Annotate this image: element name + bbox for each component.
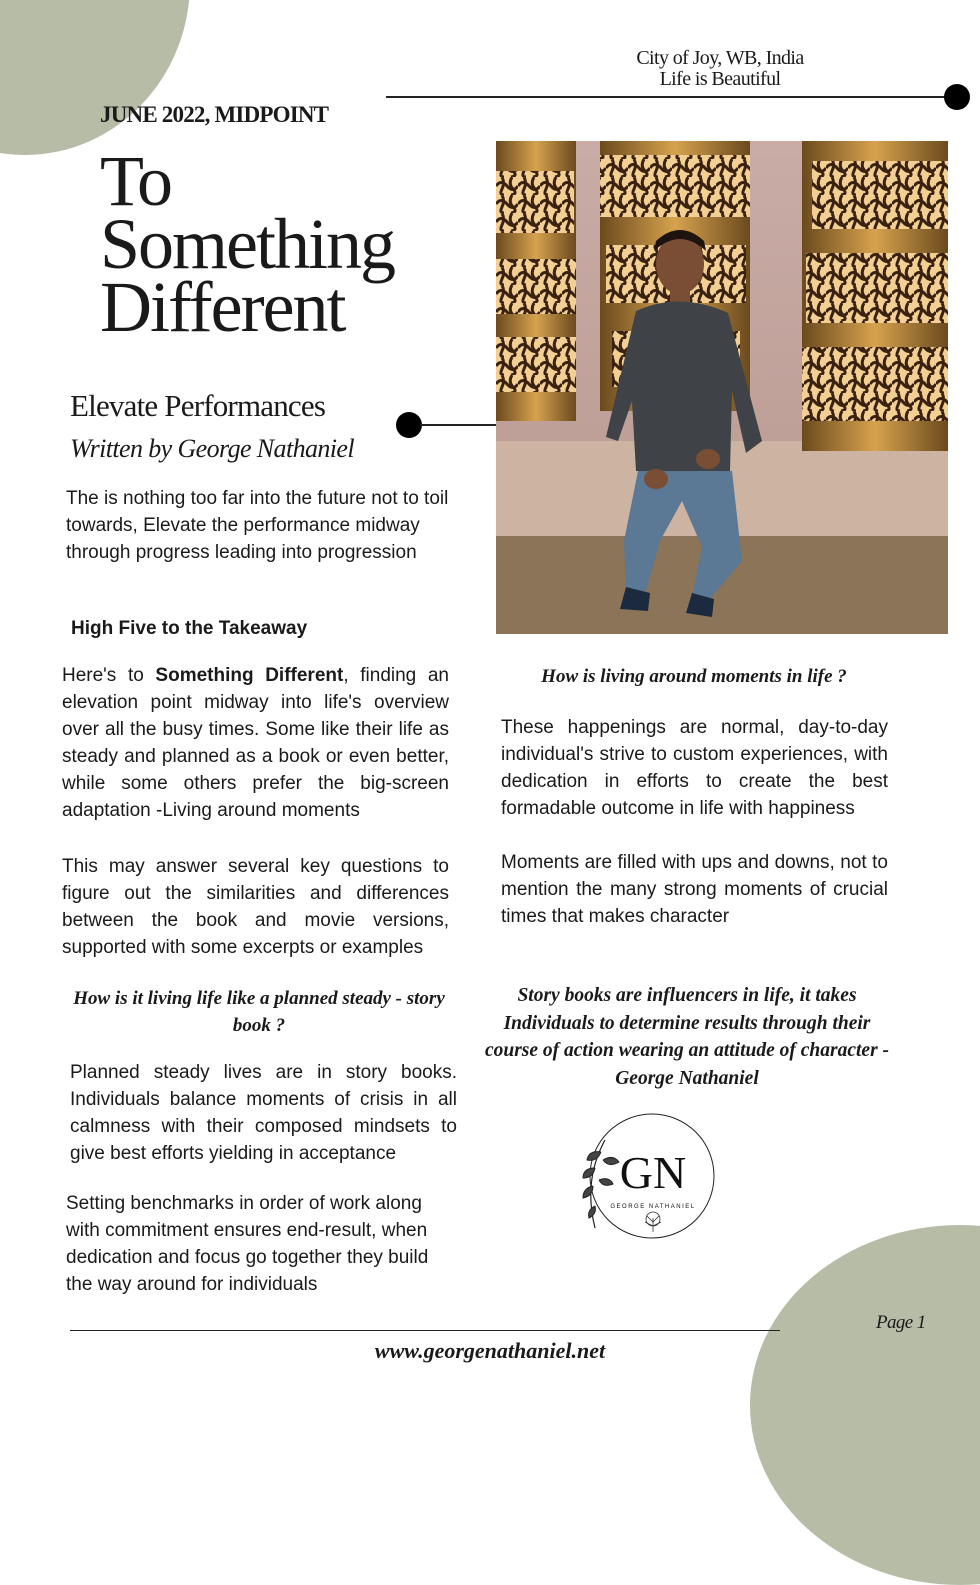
pull-quote: Story books are influencers in life, it takes Individuals to determine results through their course of action wearing an attitude of character - George Nathaniel xyxy=(484,985,890,1089)
left-paragraph-3: Planned steady lives are in story books. Individuals balance moments of crisis in all calmness with their composed mindsets to give best efforts yielding in acceptance xyxy=(70,1062,457,1164)
corner-decoration-top-left xyxy=(0,0,190,155)
left-paragraph-1 xyxy=(62,662,449,824)
byline: Written by George Nathaniel xyxy=(70,434,354,463)
location-block xyxy=(600,48,840,90)
corner-decoration-bottom-right xyxy=(750,1225,980,1585)
subtitle: Elevate Performances xyxy=(70,388,326,423)
gn-logo-icon xyxy=(565,1110,725,1250)
section-heading: High Five to the Takeaway xyxy=(71,618,308,639)
photo-illustration xyxy=(496,141,948,634)
tagline: Life is Beautiful xyxy=(659,68,781,90)
text-run: Here's to xyxy=(62,665,156,686)
author-photo xyxy=(496,141,948,634)
intro-paragraph: The is nothing too far into the future not to toil towards, Elevate the performance midway through progress leading into progression xyxy=(66,488,449,563)
right-question-heading: How is living around moments in life ? xyxy=(541,666,847,687)
left-paragraph-2: This may answer several key questions to figure out the similarities and differences between the book and movie versions, supported with some excerpts or examples xyxy=(62,856,449,958)
header-dot-icon xyxy=(944,84,970,110)
left-paragraph-4: Setting benchmarks in order of work along with commitment ensures end-result, when dedication and focus go together they build the way around for individuals xyxy=(66,1193,429,1295)
connector-dot-icon xyxy=(396,412,422,438)
website-link[interactable]: www.georgenathaniel.net xyxy=(374,1338,606,1363)
right-paragraph-1: These happenings are normal, day-to-day individual's strive to custom experiences, with dedication in efforts to create the best formadable outcome in life with happiness xyxy=(501,717,888,819)
issue-date: JUNE 2022, MIDPOINT xyxy=(100,102,329,127)
footer-divider xyxy=(70,1330,780,1331)
location-line: City of Joy, WB, India xyxy=(636,47,804,69)
page-number: Page 1 xyxy=(876,1312,926,1333)
logo-monogram: GN xyxy=(619,1147,687,1198)
left-question-heading: How is it living life like a planned steady - story book ? xyxy=(73,988,445,1036)
right-paragraph-2: Moments are filled with ups and downs, not to mention the many strong moments of crucial times that makes character xyxy=(501,852,888,927)
title-line: To xyxy=(100,141,171,221)
title-line: Different xyxy=(100,267,345,347)
emphasis-text: Something Different xyxy=(155,665,344,686)
text-run: , finding an elevation point midway into life's overview over all the busy times. Some like their life as steady and planned as a book or even better, while some others prefer the big-screen adaptation -Living around moments xyxy=(62,665,450,821)
title-line: Something xyxy=(100,204,395,284)
page-title xyxy=(100,141,395,347)
header-divider xyxy=(386,96,956,98)
logo-name: GEORGE NATHANIEL xyxy=(610,1204,696,1210)
